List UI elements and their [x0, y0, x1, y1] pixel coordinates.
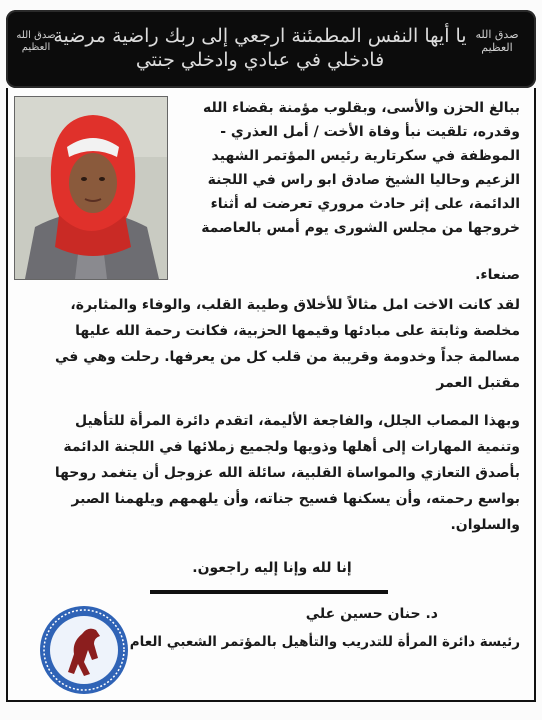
tribute-line: مسالمة جداً وخدومة وقريبة من قلب كل من يعرفها. رحلت وهي في: [55, 349, 520, 365]
condolence-line: بواسع رحمته، وأن يسكنها فسيح جناته، وأن يلهمهم ويلهمنا الصبر: [71, 491, 520, 507]
intro-line: الموظفة في سكرتارية رئيس المؤتمر الشهيد: [211, 148, 520, 164]
verse-banner: [6, 10, 536, 88]
intro-line: خروجها من مجلس الشورى يوم أمس بالعاصمة: [201, 220, 520, 236]
portrait-image: [15, 97, 167, 279]
emblem-left: صدق الله العظيم: [16, 30, 56, 53]
intro-line: الدائمة، على إثر حادث مروري تعرضت له أثناء: [210, 196, 520, 212]
condolence-line: والسلوان.: [450, 517, 520, 533]
condolence-line: وتنمية المهارات إلى أهلها وذويها ولجميع زملائها في اللجنة الدائمة: [63, 439, 520, 455]
intro-last-line: صنعاء.: [475, 267, 520, 283]
portrait-photo: [14, 96, 168, 280]
tribute-line: مخلصة وثابتة على مبادئها وقيمها الحزبية، فكانت رحمة الله عليها: [75, 323, 520, 339]
tribute-paragraph: [24, 292, 520, 396]
intro-paragraph: [180, 96, 520, 240]
intro-line: وقدره، تلقيت نبأ وفاة الأخت / أمل العذري -: [220, 124, 520, 140]
closing-phrase: إنا لله وإنا إليه راجعون.: [192, 560, 352, 576]
intro-line: الزعيم وحاليا الشيخ صادق ابو راس في اللجنة: [207, 172, 520, 188]
condolence-line: بأصدق التعازي والمواساة القلبية، سائلة الله عزوجل أن يتغمد روحها: [54, 465, 520, 481]
quran-verse: يا أيها النفس المطمئنة ارجعي إلى ربك راضية مرضية فادخلي في عبادي وادخلي جنتي: [53, 25, 467, 71]
condolence-line: وبهذا المصاب الجلل، والفاجعة الأليمة، اتقدم دائرة المرأة للتأهيل: [74, 413, 520, 429]
tribute-line: مقتبل العمر: [436, 375, 520, 391]
emblem-right: صدق الله العظيم: [475, 28, 519, 54]
signatory-name: د. حنان حسين علي: [305, 606, 438, 622]
signatory-title: رئيسة دائرة المرأة للتدريب والتأهيل بالمؤتمر الشعبي العام: [129, 634, 520, 650]
intro-line: ببالغ الحزن والأسى، وبقلوب مؤمنة بقضاء الله: [203, 100, 520, 116]
condolence-paragraph: [24, 408, 520, 538]
tribute-line: لقد كانت الاخت امل مثالاً للأخلاق وطيبة القلب، والوفاء والمثابرة،: [70, 297, 520, 313]
party-logo-icon: [38, 604, 130, 696]
divider-rule: [150, 590, 388, 594]
